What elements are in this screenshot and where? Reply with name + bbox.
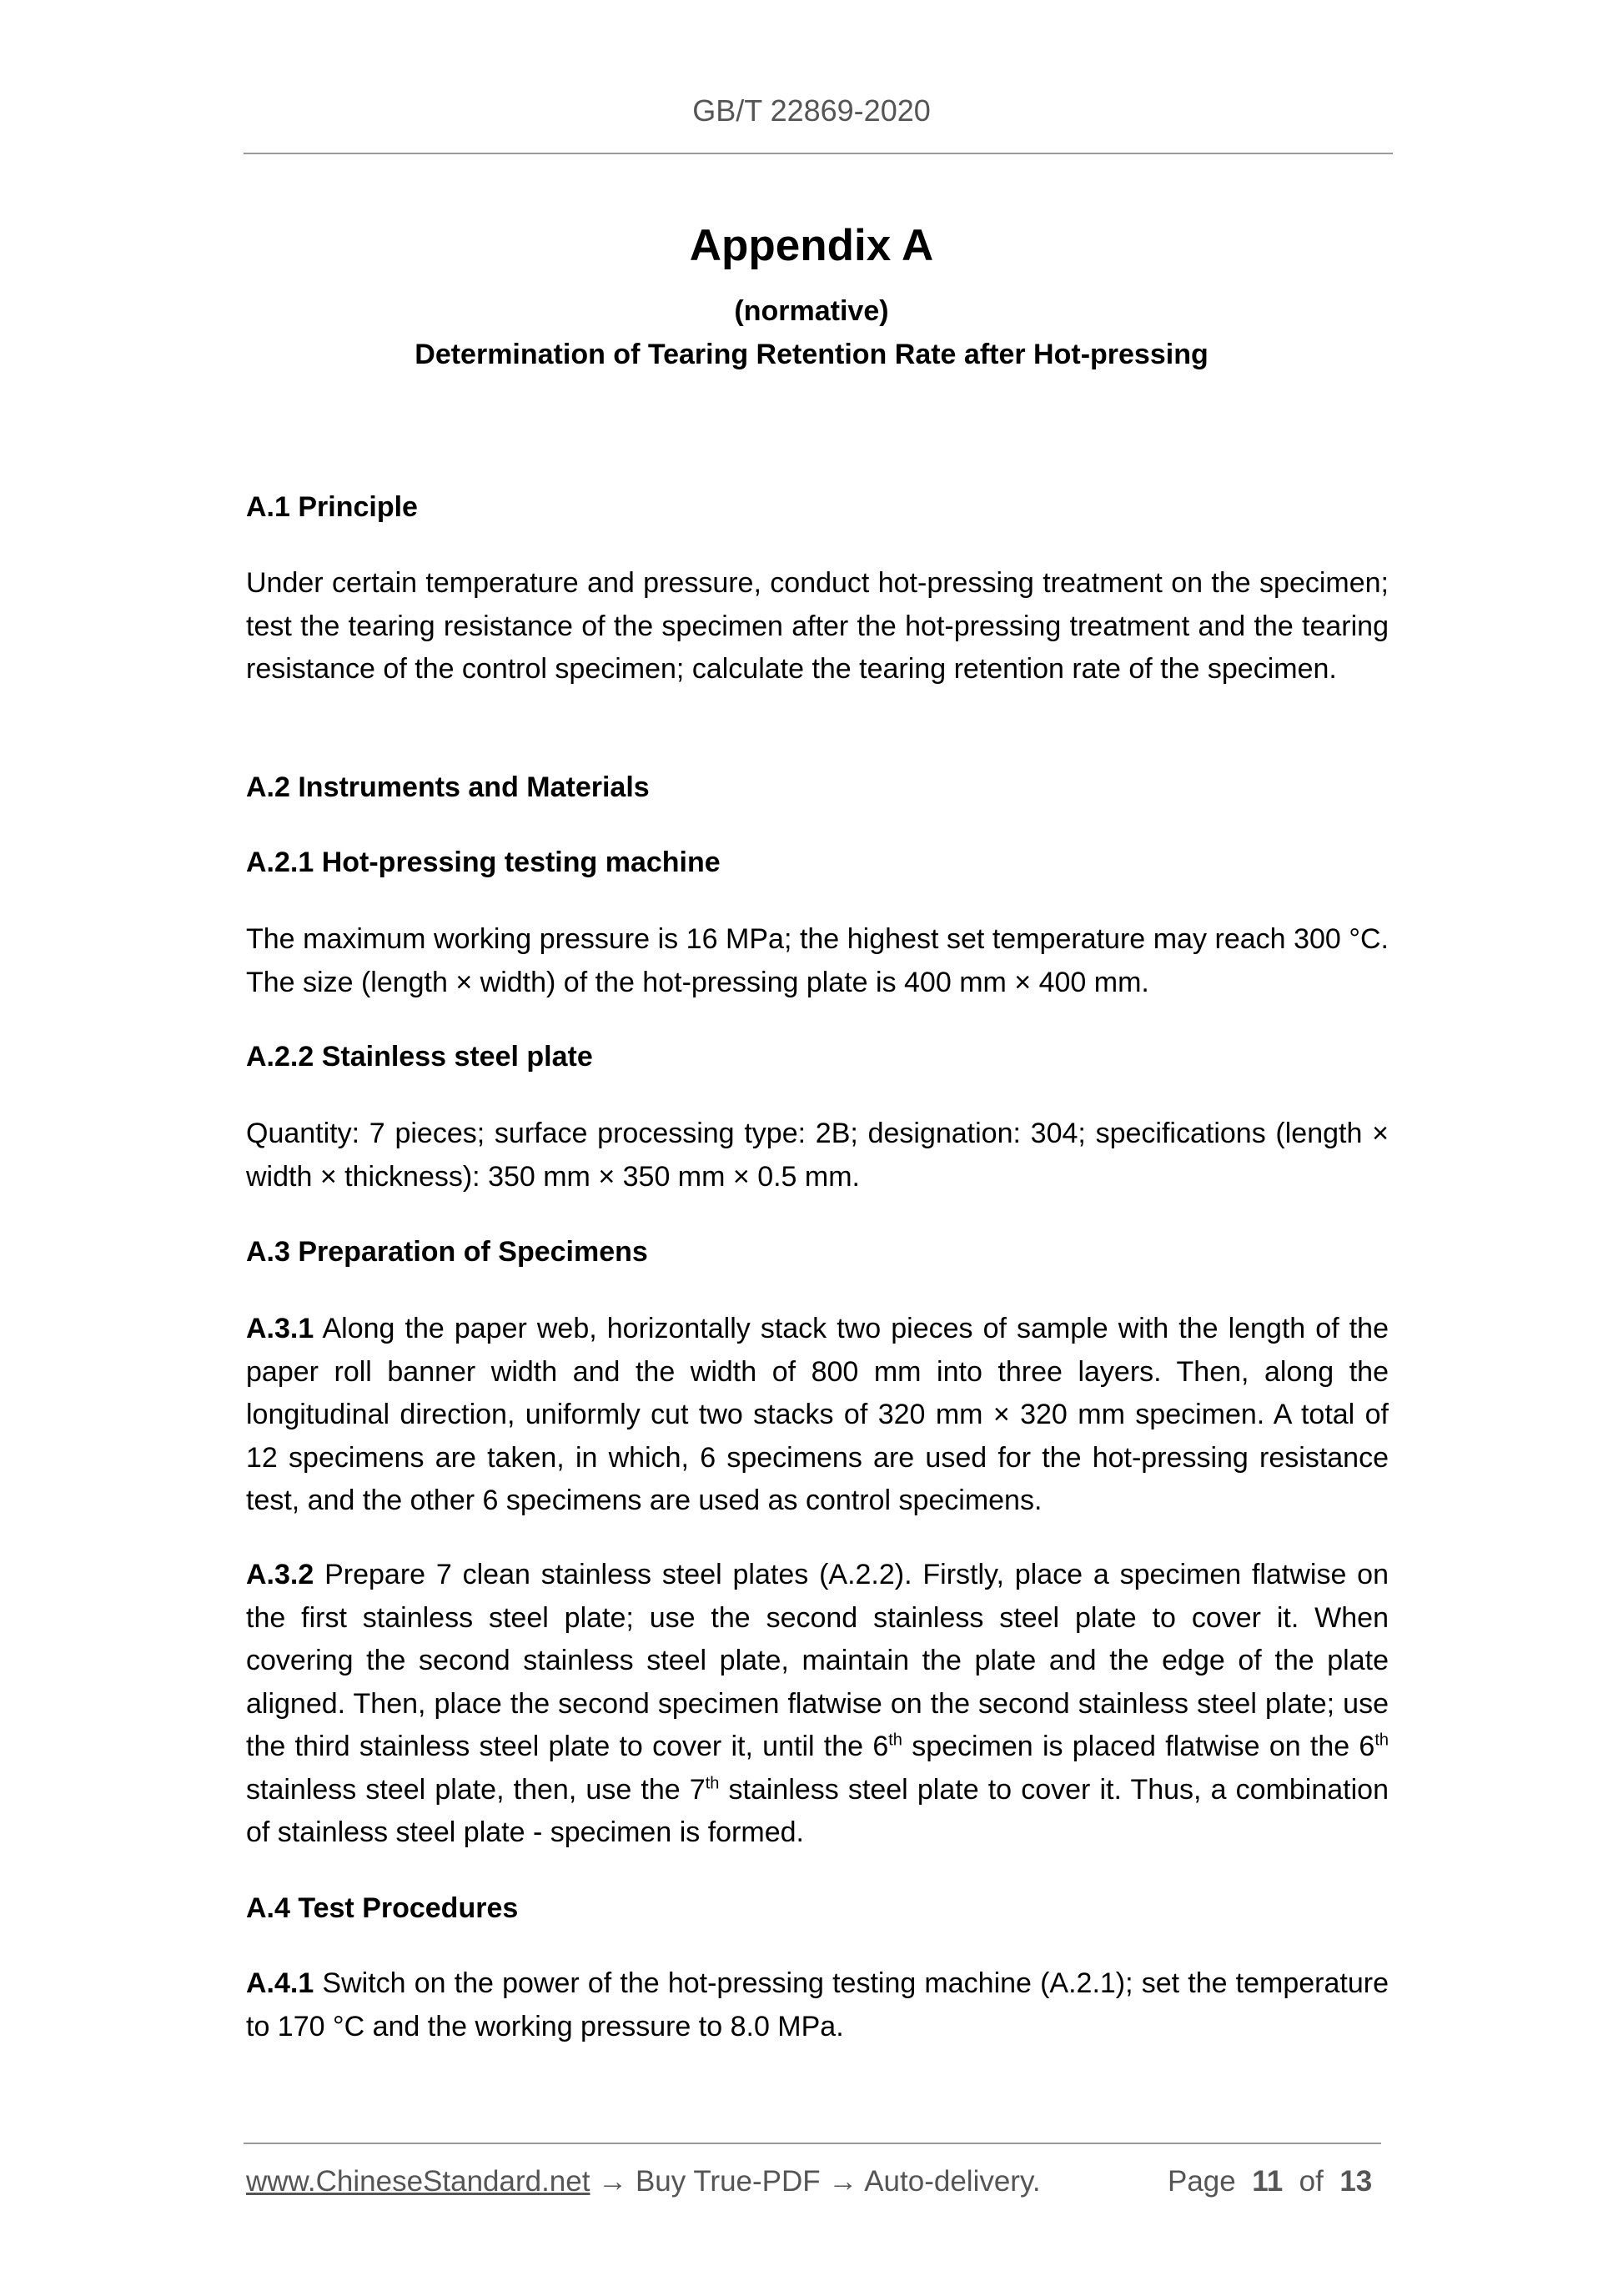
clause-label: A.3.1 <box>246 1313 314 1344</box>
ordinal-suffix: th <box>705 1774 720 1793</box>
footer-promo <box>246 2165 1041 2198</box>
clause-text: stainless steel plate, then, use the 7 <box>246 1773 706 1806</box>
clause-text: Prepare 7 clean stainless steel plates (A.2.2). Firstly, place a specimen flatwise on the first stainless steel plate; use the second stainless steel plate to cover it. When covering the second stainless steel plate, maintain the plate and the edge of the plate aligned. Then, place the second specimen flatwise on the second stainless steel plate; use the third stainless steel plate to cover it, until the 6 <box>246 1559 1389 1762</box>
delivery-text: Auto-delivery. <box>864 2165 1041 2198</box>
section-heading-a22: A.2.2 Stainless steel plate <box>246 1041 593 1073</box>
page-indicator <box>1168 2165 1372 2198</box>
website-link[interactable]: www.ChineseStandard.net <box>246 2165 590 2198</box>
ordinal-suffix: th <box>888 1731 902 1750</box>
appendix-subtitle: Determination of Tearing Retention Rate after Hot-pressing <box>415 339 1208 370</box>
appendix-type: (normative) <box>734 295 889 327</box>
total-pages: 13 <box>1339 2165 1373 2198</box>
clause-text: stainless steel plate to cover it. Thus, a combination of stainless steel plate - specimen is formed. <box>246 1773 1389 1848</box>
paragraph-a41 <box>246 1962 1389 2048</box>
section-heading-a4: A.4 Test Procedures <box>246 1892 519 1924</box>
clause-label: A.4.1 <box>246 1967 314 1999</box>
arrow-right-icon: → <box>828 2165 858 2198</box>
paragraph-a1: Under certain temperature and pressure, conduct hot-pressing treatment on the specimen; test the tearing resistance of the specimen after the hot-pressing treatment and the tearing resistance of the control specimen; calculate the tearing retention rate of the specimen. <box>246 567 1389 685</box>
header-divider <box>244 153 1393 154</box>
buy-text: Buy True-PDF <box>635 2165 821 2198</box>
section-heading-a1: A.1 Principle <box>246 491 418 523</box>
arrow-right-icon: → <box>598 2165 628 2198</box>
ordinal-suffix: th <box>1374 1731 1389 1750</box>
clause-text: specimen is placed flatwise on the 6 <box>902 1731 1375 1762</box>
section-heading-a2: A.2 Instruments and Materials <box>246 771 650 803</box>
paragraph-a32 <box>246 1554 1389 1855</box>
section-heading-a3: A.3 Preparation of Specimens <box>246 1236 648 1268</box>
clause-text: Along the paper web, horizontally stack two pieces of sample with the length of the paper roll banner width and the width of 800 mm into three layers. Then, along the longitudinal direction, uniformly cut two stacks of 320 mm × 320 mm specimen. A total of 12 specimens are taken, in which, 6 specimens are used for the hot-pressing resistance test, and the other 6 specimens are used as control specimens. <box>246 1313 1389 1516</box>
footer-divider <box>244 2143 1381 2144</box>
section-heading-a21: A.2.1 Hot-pressing testing machine <box>246 847 721 878</box>
clause-text: Switch on the power of the hot-pressing testing machine (A.2.1); set the temperature to 170 °C and the working pressure to 8.0 MPa. <box>246 1967 1389 2042</box>
paragraph-a31 <box>246 1308 1389 1523</box>
clause-label: A.3.2 <box>246 1559 314 1590</box>
current-page: 11 <box>1252 2165 1284 2198</box>
document-id-header: GB/T 22869-2020 <box>692 93 931 128</box>
paragraph-a22: Quantity: 7 pieces; surface processing type: 2B; designation: 304; specifications (length × width × thickness): 350 mm × 350 mm × 0.5 mm. <box>246 1118 1389 1193</box>
appendix-title: Appendix A <box>689 221 934 270</box>
paragraph-a21: The maximum working pressure is 16 MPa; the highest set temperature may reach 300 °C. The size (length × width) of the hot-pressing plate is 400 mm × 400 mm. <box>246 923 1389 998</box>
of-label: of <box>1299 2165 1324 2198</box>
page-label: Page <box>1168 2165 1236 2198</box>
